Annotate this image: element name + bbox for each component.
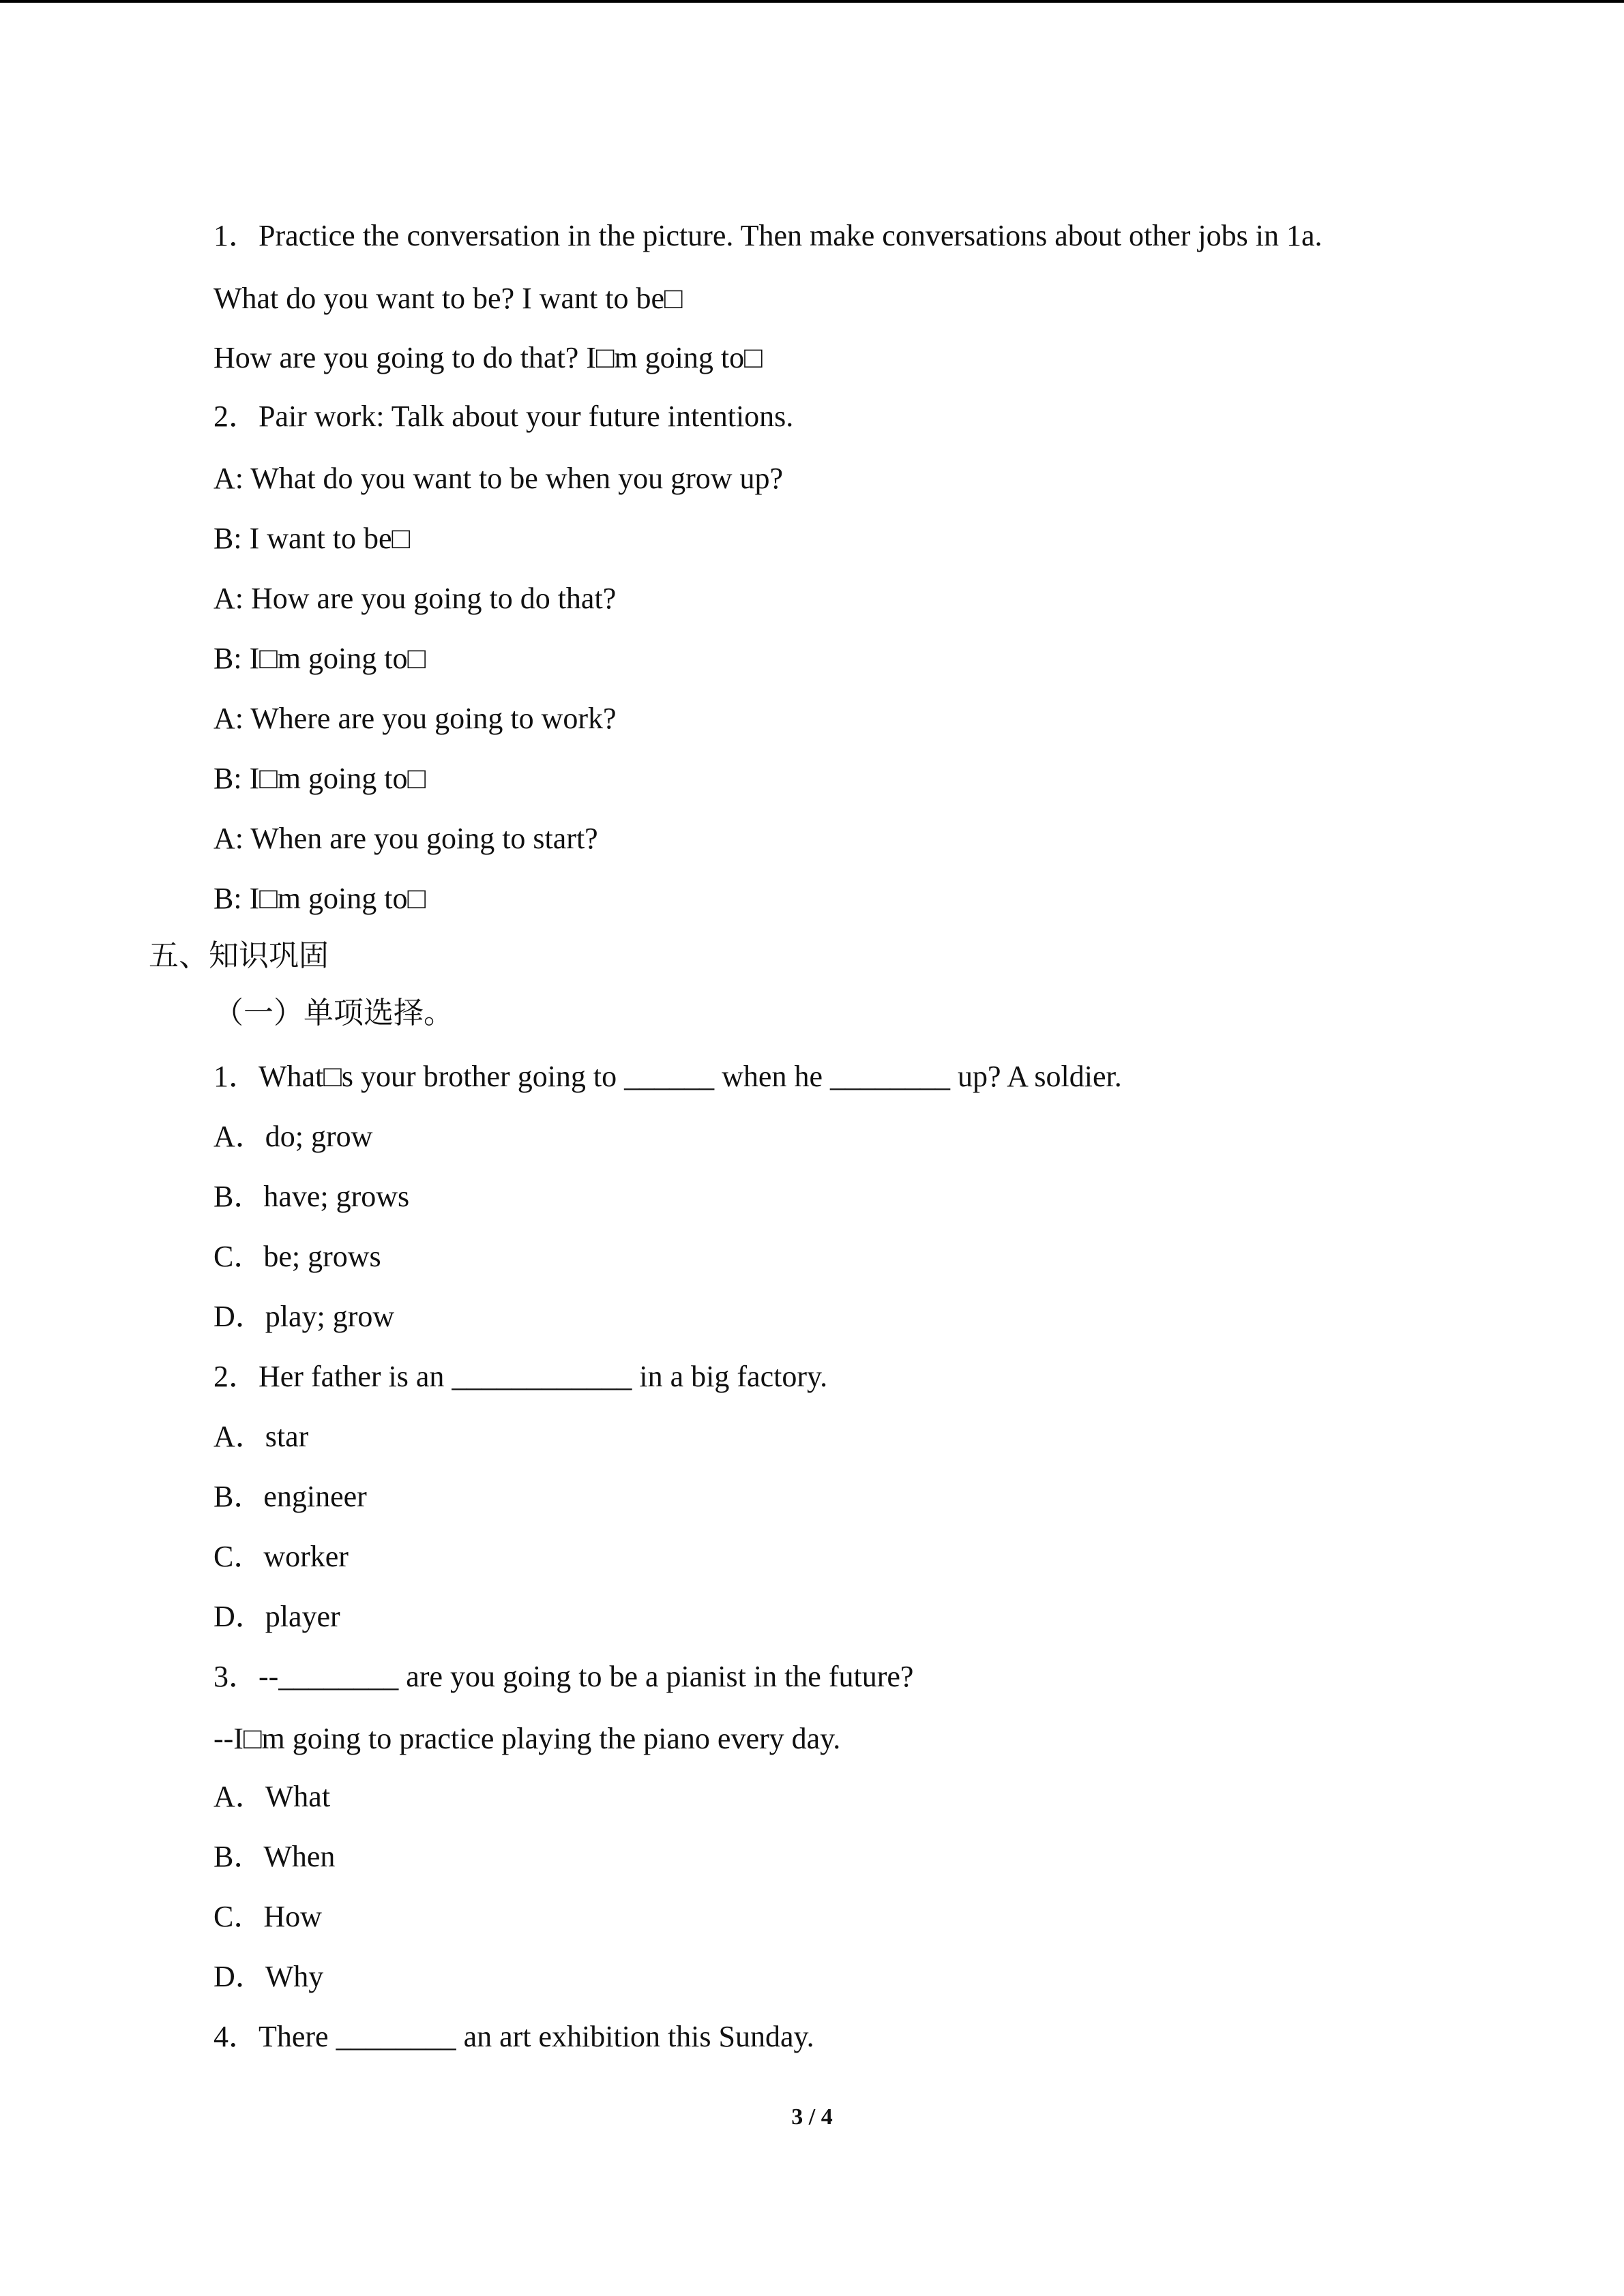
question-1: 1．What□s your brother going to ______ when he ________ up? A soldier. [213, 1060, 1122, 1093]
dialogue-line: How are you going to do that? I□m going to□ [213, 341, 763, 374]
subsection-heading: （一）单项选择。 [213, 996, 454, 1030]
dialogue-line: A: What do you want to be when you grow up? [213, 462, 784, 495]
option: A．What [213, 1780, 331, 1813]
option: D．play; grow [213, 1300, 395, 1333]
option: C．worker [213, 1540, 349, 1573]
option: D．player [213, 1600, 340, 1633]
section-heading: 五、知识巩固 [149, 939, 329, 972]
dialogue-line: B: I□m going to□ [213, 642, 426, 675]
option: C．be; grows [213, 1240, 381, 1273]
dialogue-line: B: I□m going to□ [213, 762, 426, 795]
dialogue-line: What do you want to be? I want to be□ [213, 282, 683, 315]
page-number: 3 / 4 [791, 2104, 833, 2130]
dialogue-line: --I□m going to practice playing the piano every day. [213, 1722, 841, 1755]
question-3: 3．--________ are you going to be a pianist in the future? [213, 1660, 914, 1693]
page-top-border [0, 0, 1624, 3]
dialogue-line: B: I□m going to□ [213, 882, 426, 915]
question-4: 4．There ________ an art exhibition this Sunday. [213, 2020, 814, 2053]
option: C．How [213, 1900, 322, 1933]
dialogue-line: A: Where are you going to work? [213, 702, 617, 735]
option: B．When [213, 1840, 336, 1873]
option: A．do; grow [213, 1120, 373, 1153]
option: D．Why [213, 1960, 324, 1993]
dialogue-line: A: How are you going to do that? [213, 582, 617, 615]
option: B．engineer [213, 1480, 367, 1513]
question-2: 2．Her father is an ____________ in a big factory. [213, 1360, 828, 1393]
option: A．star [213, 1420, 309, 1453]
dialogue-line: B: I want to be□ [213, 522, 411, 555]
option: B．have; grows [213, 1180, 410, 1213]
practice-instruction: 1．Practice the conversation in the picture. Then make conversations about other jobs in 1a. [213, 219, 1323, 252]
dialogue-line: A: When are you going to start? [213, 822, 598, 855]
pairwork-instruction: 2．Pair work: Talk about your future intentions. [213, 400, 794, 433]
